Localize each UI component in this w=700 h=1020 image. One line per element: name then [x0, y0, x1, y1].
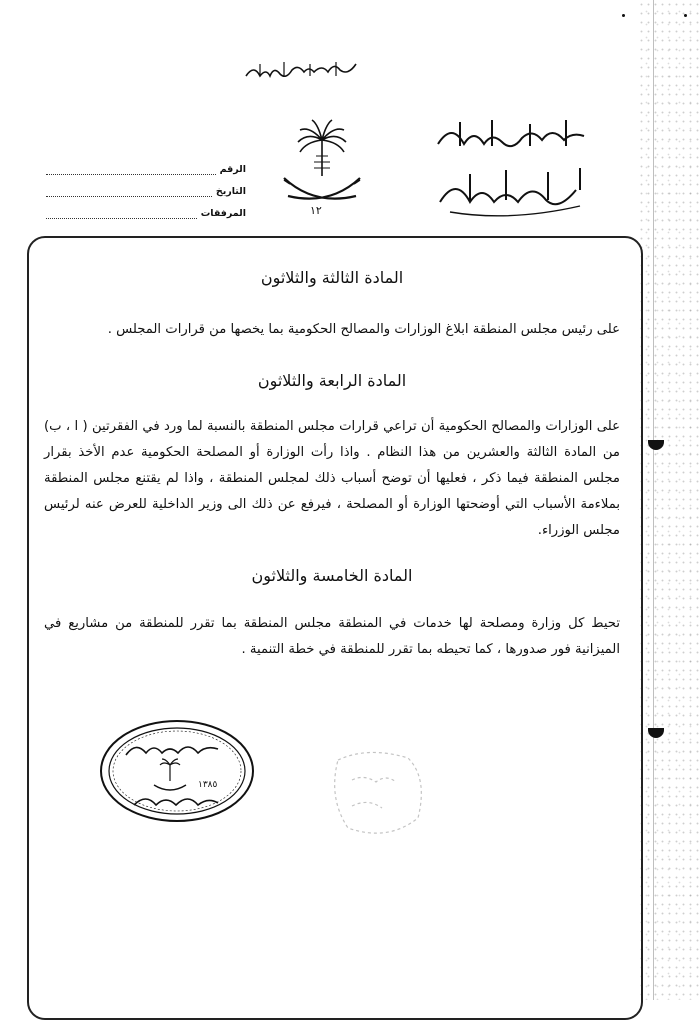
number-field: [46, 158, 246, 180]
number-blank: [46, 164, 216, 175]
attachments-field: [46, 202, 246, 224]
seal-year: ١٣٨٥: [198, 780, 218, 790]
basmala-calligraphy: [240, 56, 370, 86]
date-label: التاريخ: [215, 185, 246, 197]
royal-court-seal: [96, 715, 258, 827]
article-33-text: على رئيس مجلس المنطقة ابلاغ الوزارات والمصالح الحكومية بما يخصها من قرارات المجلس .: [107, 322, 620, 337]
scan-dot: [622, 14, 625, 17]
articles-body: [44, 262, 620, 663]
article-35-text: تحيط كل وزارة ومصلحة لها خدمات في المنطقة مجلس المنطقة بما تقرر للمنطقة من مشاريع في الميزانية فور صدورها ، كما تحيطه بما تقرر للمنطقة في خطة التنمية .: [44, 616, 620, 657]
article-35-title: المادة الخامسة والثلاثون: [251, 566, 413, 585]
faint-stamp-impression: [318, 740, 438, 850]
date-blank: [46, 186, 212, 197]
article-34-text: على الوزارات والمصالح الحكومية أن تراعي قرارات مجلس المنطقة بالنسبة لما ورد في الفقرتين ( ا ، ب) من المادة الثالثة والعشرين من هذا النظام . واذا رأت الوزارة أو المصلحة الحكومية عدم الأخذ بقرار مجلس المنطقة فيما ذكر ، فعليها أن توضح أسباب ذلك لمجلس المنطقة ، واذا لم يقتنع مجلس المنطقة بملاءمة الأسباب التي أوضحتها الوزارة أو المصلحة ، فيرفع عن ذلك الى وزير الداخلية للعرض عنه لرئيس مجلس الوزراء.: [44, 419, 620, 538]
emblem-number: ١٢: [310, 204, 322, 217]
article-33-title: المادة الثالثة والثلاثون: [260, 268, 404, 287]
palm-swords-emblem-icon: [280, 118, 364, 222]
reference-fields: [46, 158, 246, 224]
royal-court-letterhead-calligraphy: [430, 112, 600, 222]
attachments-blank: [46, 208, 197, 219]
date-field: [46, 180, 246, 202]
scan-edge-noise: [638, 0, 700, 1000]
scan-dot: [684, 14, 687, 17]
attachments-label: المرفقات: [200, 207, 246, 219]
article-34-title: المادة الرابعة والثلاثون: [257, 371, 407, 390]
scan-edge-line: [653, 0, 654, 1000]
number-label: الرقم: [219, 163, 246, 175]
